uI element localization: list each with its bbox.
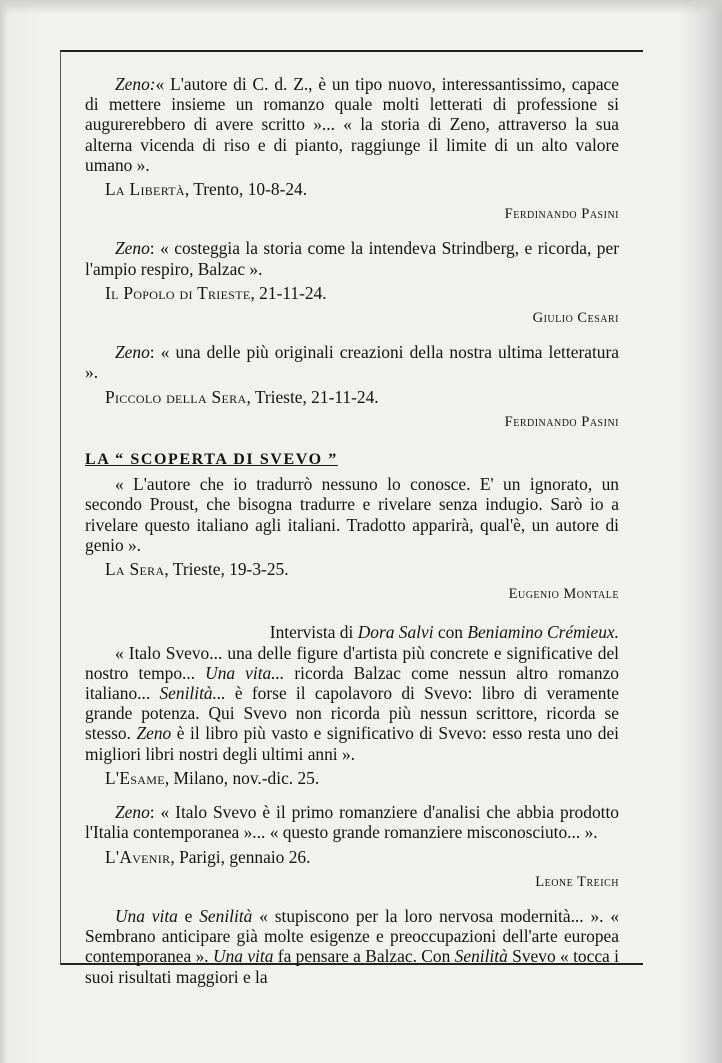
source-name: L'Esame	[105, 767, 165, 788]
source-line	[85, 847, 619, 867]
source-details: , Parigi, gennaio 26.	[170, 846, 311, 867]
interviewee-name: Beniamino Crémieux.	[467, 622, 619, 643]
text-run: e	[177, 905, 200, 926]
italic-title-run: Una vita	[213, 946, 274, 967]
source-line	[85, 387, 619, 407]
text-run: Svevo « tocca i suoi risultati maggiori e la	[85, 946, 619, 987]
interviewer-name: Dora Salvi	[357, 622, 434, 643]
italic-title-run: Zeno	[115, 238, 150, 259]
text-run: « stupiscono per la loro nervosa modernità... ». « Sembrano anticipare già molte esigenze e preoccupazioni dell'arte europea contemporanea ».	[85, 905, 620, 967]
scan-shadow	[0, 0, 722, 14]
interview-connector: con	[433, 622, 468, 643]
quote-paragraph: « L'autore che io tradurrò nessuno lo conosce. E' un ignorato, un secondo Proust, che bisogna tradurre e rivelare senza indugio. Sarò io a rivelare questo italiano agli italiani. Tradotto apparirà, qual'è, un autore di genio ».	[85, 474, 619, 555]
text-run: « L'autore di C. d. Z., è un tipo nuovo, interessantissimo, capace di mettere insieme un romanzo quale molti letterati di professione si augurerebbero di avere scritto »... « la storia di Zeno, attraverso la sua alterna vicenda di riso e di pianto, raggiunge il limite di un alto valore umano ».	[85, 74, 619, 175]
author-signature: Ferdinando Pasini	[504, 413, 619, 430]
quote-paragraph	[85, 802, 619, 842]
text-run: ricorda Balzac come nessun altro romanzo italiano...	[85, 662, 619, 704]
page-content	[85, 74, 619, 987]
text-run: : « una delle più originali creazioni della nostra ultima letteratura ».	[85, 342, 619, 383]
italic-title-run: Senilità	[199, 905, 253, 926]
text-run: fa pensare a Balzac. Con	[273, 946, 455, 967]
italic-title-run: Una vita...	[205, 662, 285, 683]
italic-title-run: Zeno	[136, 723, 172, 744]
author-signature: Giulio Cesari	[532, 310, 619, 327]
quote-paragraph	[85, 643, 619, 764]
source-details: , Trieste, 19-3-25.	[164, 559, 289, 580]
source-name: Il Popolo di Trieste	[105, 282, 251, 303]
source-details: , Trento, 10-8-24.	[184, 179, 308, 200]
italic-title-run: Zeno:	[115, 74, 156, 94]
author-signature: Leone Treich	[535, 873, 619, 890]
source-line	[85, 768, 619, 788]
source-name: La Libertà	[105, 179, 185, 200]
quote-paragraph	[85, 238, 619, 278]
italic-title-run: Zeno	[115, 802, 150, 823]
italic-title-run: Senilità	[454, 946, 508, 967]
source-line	[85, 283, 619, 303]
source-name: La Sera	[105, 559, 165, 580]
quote-paragraph	[85, 74, 619, 175]
italic-title-run: Una vita	[115, 905, 178, 926]
text-run: « Italo Svevo... una delle figure d'artista più concrete e significative del nostro tempo...	[85, 642, 619, 683]
text-run: è il libro più vasto e significativo di Svevo: esso resta uno dei migliori libri nostri degli ultimi anni ».	[85, 723, 619, 764]
quote-paragraph	[85, 342, 619, 382]
source-line	[85, 559, 619, 579]
source-details: , Milano, nov.-dic. 25.	[164, 767, 320, 788]
text-run: : « costeggia la storia come la intendeva Strindberg, e ricorda, per l'ampio respiro, Balzac ».	[85, 238, 619, 279]
source-line	[85, 179, 619, 199]
italic-title-run: Senilità...	[159, 683, 226, 704]
quote-paragraph	[85, 906, 619, 987]
author-signature: Ferdinando Pasini	[504, 206, 619, 223]
interview-line	[85, 622, 619, 642]
source-name: Piccolo della Sera	[105, 386, 247, 407]
interview-prefix: Intervista di	[269, 622, 358, 643]
source-details: , 21-11-24.	[250, 282, 327, 303]
text-run: è forse il capolavoro di Svevo: libro di veramente grande potenza. Qui Svevo non ricorda più nessun scrittore, ricorda se stesso.	[85, 683, 620, 744]
source-details: , Trieste, 21-11-24.	[246, 386, 379, 407]
section-heading: LA “ SCOPERTA DI SVEVO ”	[85, 451, 338, 469]
source-name: L'Avenir	[105, 846, 171, 867]
italic-title-run: Zeno	[115, 342, 150, 363]
author-signature: Eugenio Montale	[508, 586, 619, 603]
text-run: : « Italo Svevo è il primo romanziere d'analisi che abbia prodotto l'Italia contemporanea »... « questo grande romanziere misconosciuto... ».	[85, 802, 619, 843]
